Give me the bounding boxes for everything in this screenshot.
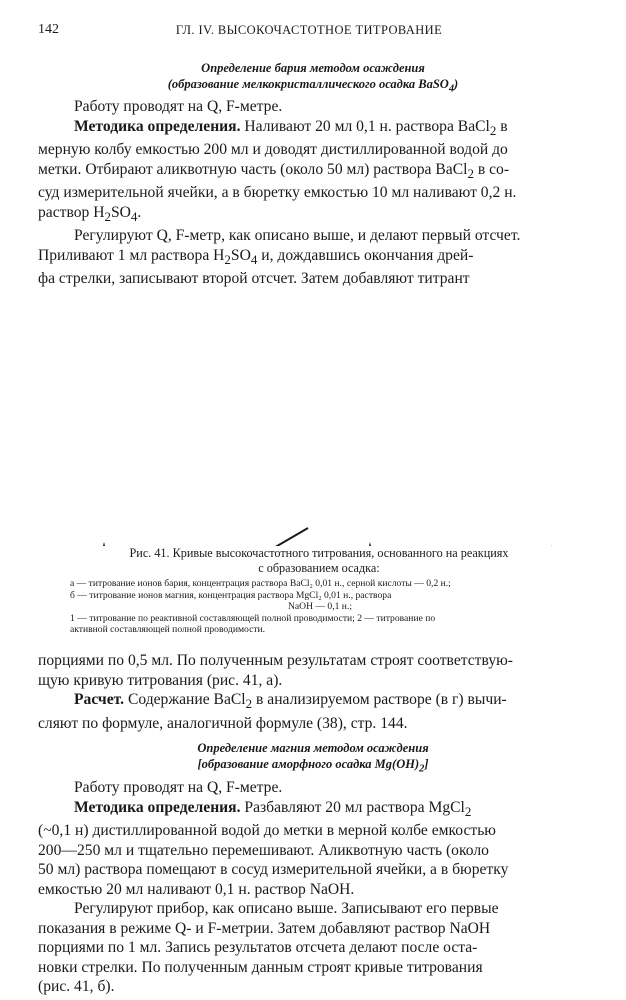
curve-1-reactive bbox=[104, 528, 308, 546]
caption-line: с образованием осадка: bbox=[258, 561, 380, 575]
text-block-bottom bbox=[38, 778, 590, 997]
paragraph: Методика определения. Разбавляют 20 мл раствора MgCl$_2$ bbox=[74, 798, 472, 819]
text-block-middle bbox=[38, 651, 590, 733]
paragraph-line: суд измерительной ячейки, а в бюретку емкостью 10 мл наливают 0,2 н. bbox=[38, 184, 517, 202]
section-title-barium bbox=[40, 60, 586, 98]
paragraph: Методика определения. Наливают 20 мл 0,1 н. раствора BaCl$_2$ в bbox=[74, 117, 508, 138]
paragraph: Работу проводят на Q, F-метре. bbox=[74, 98, 283, 115]
running-title: ГЛ. IV. ВЫСОКОЧАСТОТНОЕ ТИТРОВАНИЕ bbox=[175, 23, 443, 37]
paragraph-line: показания в режиме Q- и F-метрии. Затем добавляют раствор NaOH bbox=[38, 919, 491, 937]
section-title-line: Определение бария методом осаждения bbox=[201, 61, 425, 75]
legend-line: 1 — титрование по реактивной составляющей полной проводимости; 2 — титрование по bbox=[70, 612, 436, 624]
paragraph-line: 50 мл) раствора помещают в сосуд измерительной ячейки, а в бюретку bbox=[38, 861, 509, 879]
paragraph-line: фа стрелки, записывают второй отсчет. Затем добавляют титрант bbox=[38, 270, 470, 288]
paragraph-line: емкостью 20 мл наливают 0,1 н. раствор NaOH. bbox=[38, 880, 355, 898]
section-title-line: Определение магния методом осаждения bbox=[197, 741, 429, 755]
figure-caption bbox=[70, 546, 568, 576]
legend-line: активной составляющей полной проводимости. bbox=[70, 624, 266, 635]
caption-line: Рис. 41. Кривые высокочастотного титрования, основанного на реакциях bbox=[129, 546, 509, 560]
paragraph-line: порциями по 0,5 мл. По полученным результатам строят соответствую- bbox=[38, 652, 513, 669]
paragraph-line: (~0,1 н) дистиллированной водой до метки в мерной колбе емкостью bbox=[38, 822, 496, 840]
legend-line: б — титрование ионов магния, концентрация раствора MgCl₂ 0,01 н., раствора bbox=[70, 589, 392, 601]
titration-figure bbox=[0, 266, 626, 546]
page-header bbox=[38, 22, 580, 40]
section-title-line: (образование мелкокристаллического осадка BaSO$_4$) bbox=[167, 77, 459, 95]
text-block-top bbox=[38, 97, 590, 289]
paragraph-line: раствор $H_2SO_4$. bbox=[38, 203, 142, 224]
paragraph-line: порциями по 1 мл. Запись результатов отсчета делают после оста- bbox=[38, 939, 478, 957]
section-title-magnesium bbox=[40, 740, 586, 778]
paragraph: Расчет. Содержание BaCl$_2$ в анализируемом растворе (в г) вычи- bbox=[74, 691, 507, 712]
paragraph-line: Приливают 1 мл раствора $H_2SO_4$ и, дождавшись окончания дрей- bbox=[38, 246, 474, 267]
chart-a bbox=[101, 528, 324, 546]
paragraph: Регулируют прибор, как описано выше. Записывают его первые bbox=[74, 900, 499, 918]
section-title-line: [образование аморфного осадка $Mg(OH)_2$] bbox=[197, 757, 429, 775]
legend-line: NaOH — 0,1 н.; bbox=[287, 601, 353, 612]
paragraph-line: новки стрелки. По полученным данным строят кривые титрования bbox=[38, 958, 483, 976]
legend-line: а — титрование ионов бария, концентрация раствора BaCl₂ 0,01 н., серной кислоты — 0,2 н.; bbox=[70, 578, 451, 589]
figure-legend bbox=[70, 578, 570, 636]
paragraph: Работу проводят на Q, F-метре. bbox=[74, 779, 283, 796]
paragraph-line: (рис. 41, б). bbox=[38, 978, 115, 996]
paragraph: Регулируют Q, F-метр, как описано выше, и делают первый отсчет. bbox=[74, 227, 521, 245]
paragraph-line: 200—250 мл и тщательно перемешивают. Аликвотную часть (около bbox=[38, 841, 489, 859]
page-number: 142 bbox=[38, 22, 59, 37]
paragraph-line: метки. Отбирают аликвотную часть (около 50 мл) раствора BaCl$_2$ в со- bbox=[38, 160, 510, 181]
paragraph-line: сляют по формуле, аналогичной формуле (38), стр. 144. bbox=[38, 714, 408, 732]
paragraph-line: мерную колбу емкостью 200 мл и доводят дистиллированной водой до bbox=[38, 141, 508, 159]
paragraph-line: щую кривую титрования (рис. 41, а). bbox=[38, 671, 283, 689]
